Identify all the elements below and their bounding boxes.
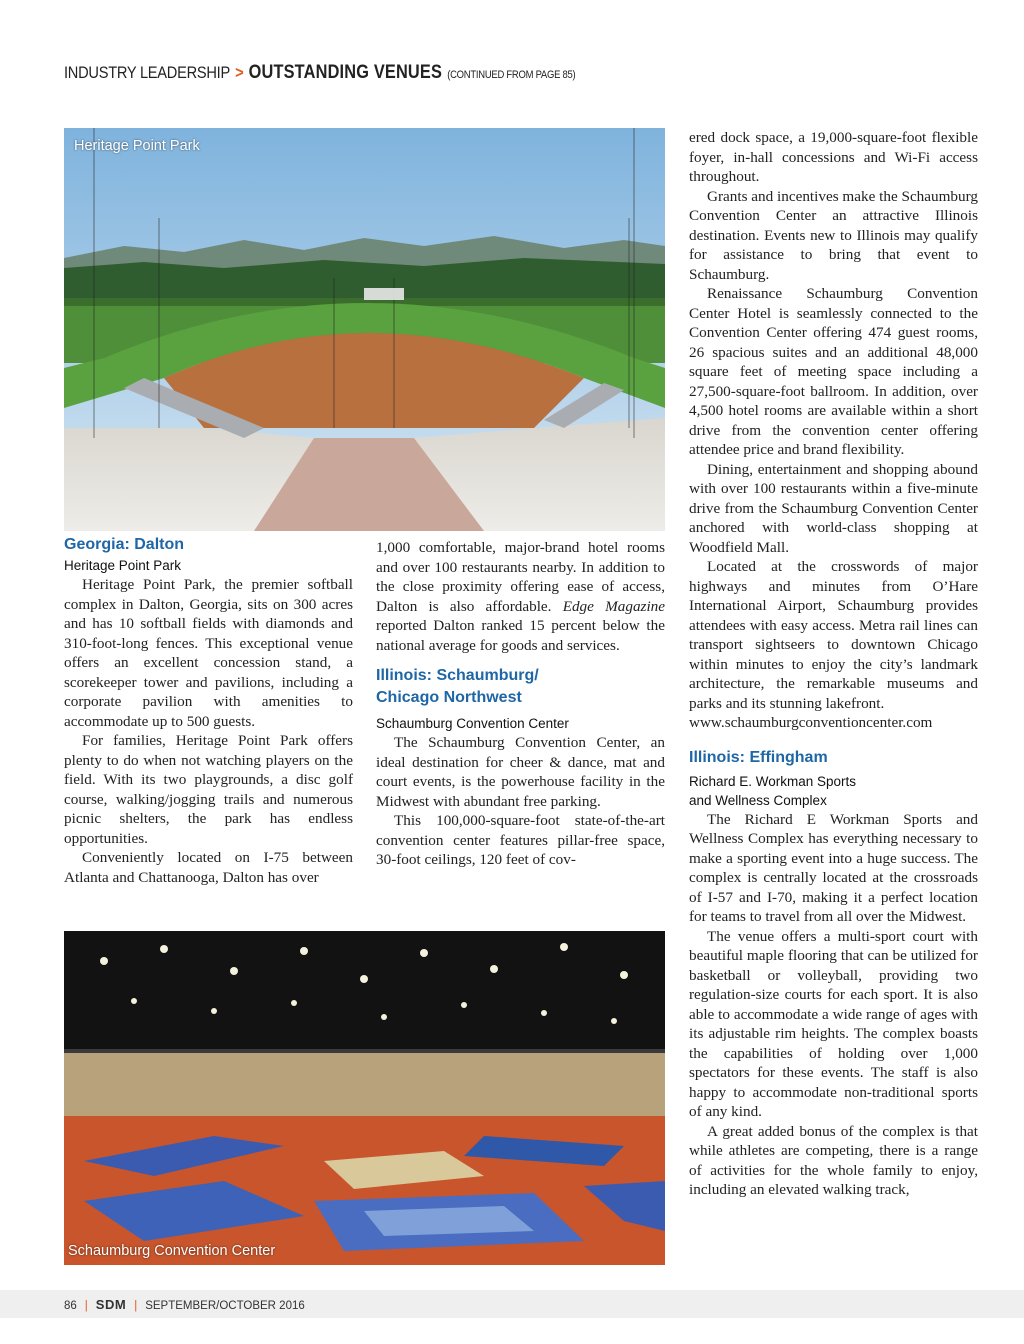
paragraph-text: reported Dalton ranked 15 percent below the national average for goods and services. [376, 617, 665, 654]
page-number: 86 [64, 1300, 77, 1312]
heading-line: Chicago Northwest [376, 689, 522, 706]
illinois-schaumburg-heading [376, 665, 665, 709]
bottom-photo-caption: Schaumburg Convention Center [68, 1243, 276, 1259]
paragraph: A great added bonus of the complex is that while athletes are competing, there is a range of activities for the whole family to enjoy, including an elevated walking track, [689, 1122, 978, 1198]
paragraph: For families, Heritage Point Park offers plenty to do when not watching players on the field. With its two playgrounds, a disc golf course, walking/jogging trails and numerous picnic shelters, the park has endless opportunities. [64, 732, 353, 847]
issue-date: SEPTEMBER/OCTOBER 2016 [145, 1300, 305, 1312]
illinois-effingham-heading: Illinois: Effingham [689, 748, 828, 766]
paragraph: Conveniently located on I-75 between Atlanta and Chattanooga, Dalton has over [64, 849, 353, 886]
page-header [64, 62, 575, 84]
footer-divider: | [134, 1300, 138, 1312]
website-url: www.schaumburgconventioncenter.com [689, 714, 933, 731]
section-title: OUTSTANDING VENUES [248, 62, 443, 83]
column-2 [376, 538, 665, 870]
page-footer [64, 1297, 305, 1312]
column-3 [689, 128, 978, 1200]
magazine-title: Edge Magazine [562, 597, 665, 615]
paragraph: The venue offers a multi-sport court with beautiful maple flooring that can be utilized for basketball or volleyball, providing two regulation-size courts for each sport. It is also able to accommodate a wide range of ages with its adjustable rim heights. The complex boasts the capabilities of holding over 1,000 spectators for these events. The staff is also happy to accommodate non-traditional sports of any kind. [689, 927, 978, 1120]
workman-complex-subheading [689, 772, 978, 810]
paragraph: Located at the crosswords of major highways and minutes from O’Hare International Airport, Schaumburg provides attendees with easy access. Metra rail lines can transport sightseers to downtown Chicago within minutes to enjoy the city’s landmark architecture, the remarkable museums and parks and its stunning lakefront. [689, 558, 978, 712]
paragraph: This 100,000-square-foot state-of-the-art convention center features pillar-free space, 30-foot ceilings, 120 feet of cov- [376, 812, 665, 868]
paragraph [376, 538, 665, 655]
georgia-dalton-heading: Georgia: Dalton [64, 536, 185, 553]
paragraph-text: 1,000 comfortable, major-brand hotel rooms and over 100 restaurants nearby. In addition to the close proximity offering ease of access, Dalton is also affordable. [376, 539, 665, 615]
softball-field-illustration [64, 128, 665, 531]
paragraph: Grants and incentives make the Schaumburg Convention Center an attractive Illinois destination. Events new to Illinois may qualify for assistance to bring that event to Schaumburg. [689, 187, 978, 283]
heritage-point-park-subheading: Heritage Point Park [64, 558, 182, 573]
heading-line: Illinois: Schaumburg/ [376, 667, 539, 684]
paragraph: Renaissance Schaumburg Convention Center Hotel is seamlessly connected to the Convention Center offering 474 guest rooms, 26 spacious suites and an additional 48,000 square feet of meeting space including a 27,500-square-foot ballroom. In addition, over 4,500 hotel rooms are available within a short drive from the convention center offering attendee price and brand flexibility. [689, 285, 978, 458]
header-separator: > [235, 63, 244, 82]
heritage-point-park-photo [64, 128, 665, 531]
top-photo-caption: Heritage Point Park [74, 138, 200, 154]
paragraph: ered dock space, a 19,000-square-foot flexible foyer, in-hall concessions and Wi-Fi access throughout. [689, 129, 978, 185]
magazine-brand: SDM [95, 1297, 127, 1312]
paragraph: The Richard E Workman Sports and Wellness Complex has everything necessary to make a sporting event into a huge success. The complex is centrally located at the crossroads of I-57 and I-70, making it a perfect location for teams to travel from all over the Midwest. [689, 810, 978, 925]
schaumburg-convention-center-photo [64, 931, 665, 1265]
continued-note: (CONTINUED FROM PAGE 85) [447, 69, 576, 81]
subheading-line: Richard E. Workman Sports [689, 773, 857, 789]
footer-divider: | [84, 1300, 88, 1312]
paragraph: Dining, entertainment and shopping abound with over 100 restaurants within a five-minute drive from the Schaumburg Convention Center anchored with world-class shopping at Woodfield Mall. [689, 460, 978, 556]
schaumburg-convention-center-subheading: Schaumburg Convention Center [376, 716, 569, 731]
paragraph: Heritage Point Park, the premier softball complex in Dalton, Georgia, sits on 300 acres and has 10 softball fields with diamonds and 310-foot-long fences. This exceptional venue offers an excellent concession stand, a scorekeeper tower and pavilions, including a corporate pavilion with amenities to accommodate up to 500 guests. [64, 576, 353, 730]
convention-hall-illustration [64, 931, 665, 1265]
section-label: INDUSTRY LEADERSHIP [64, 63, 230, 82]
column-1 [64, 534, 353, 887]
paragraph: The Schaumburg Convention Center, an ideal destination for cheer & dance, mat and court events, is the powerhouse facility in the Midwest with abundant free parking. [376, 734, 665, 810]
subheading-line: and Wellness Complex [689, 792, 827, 808]
